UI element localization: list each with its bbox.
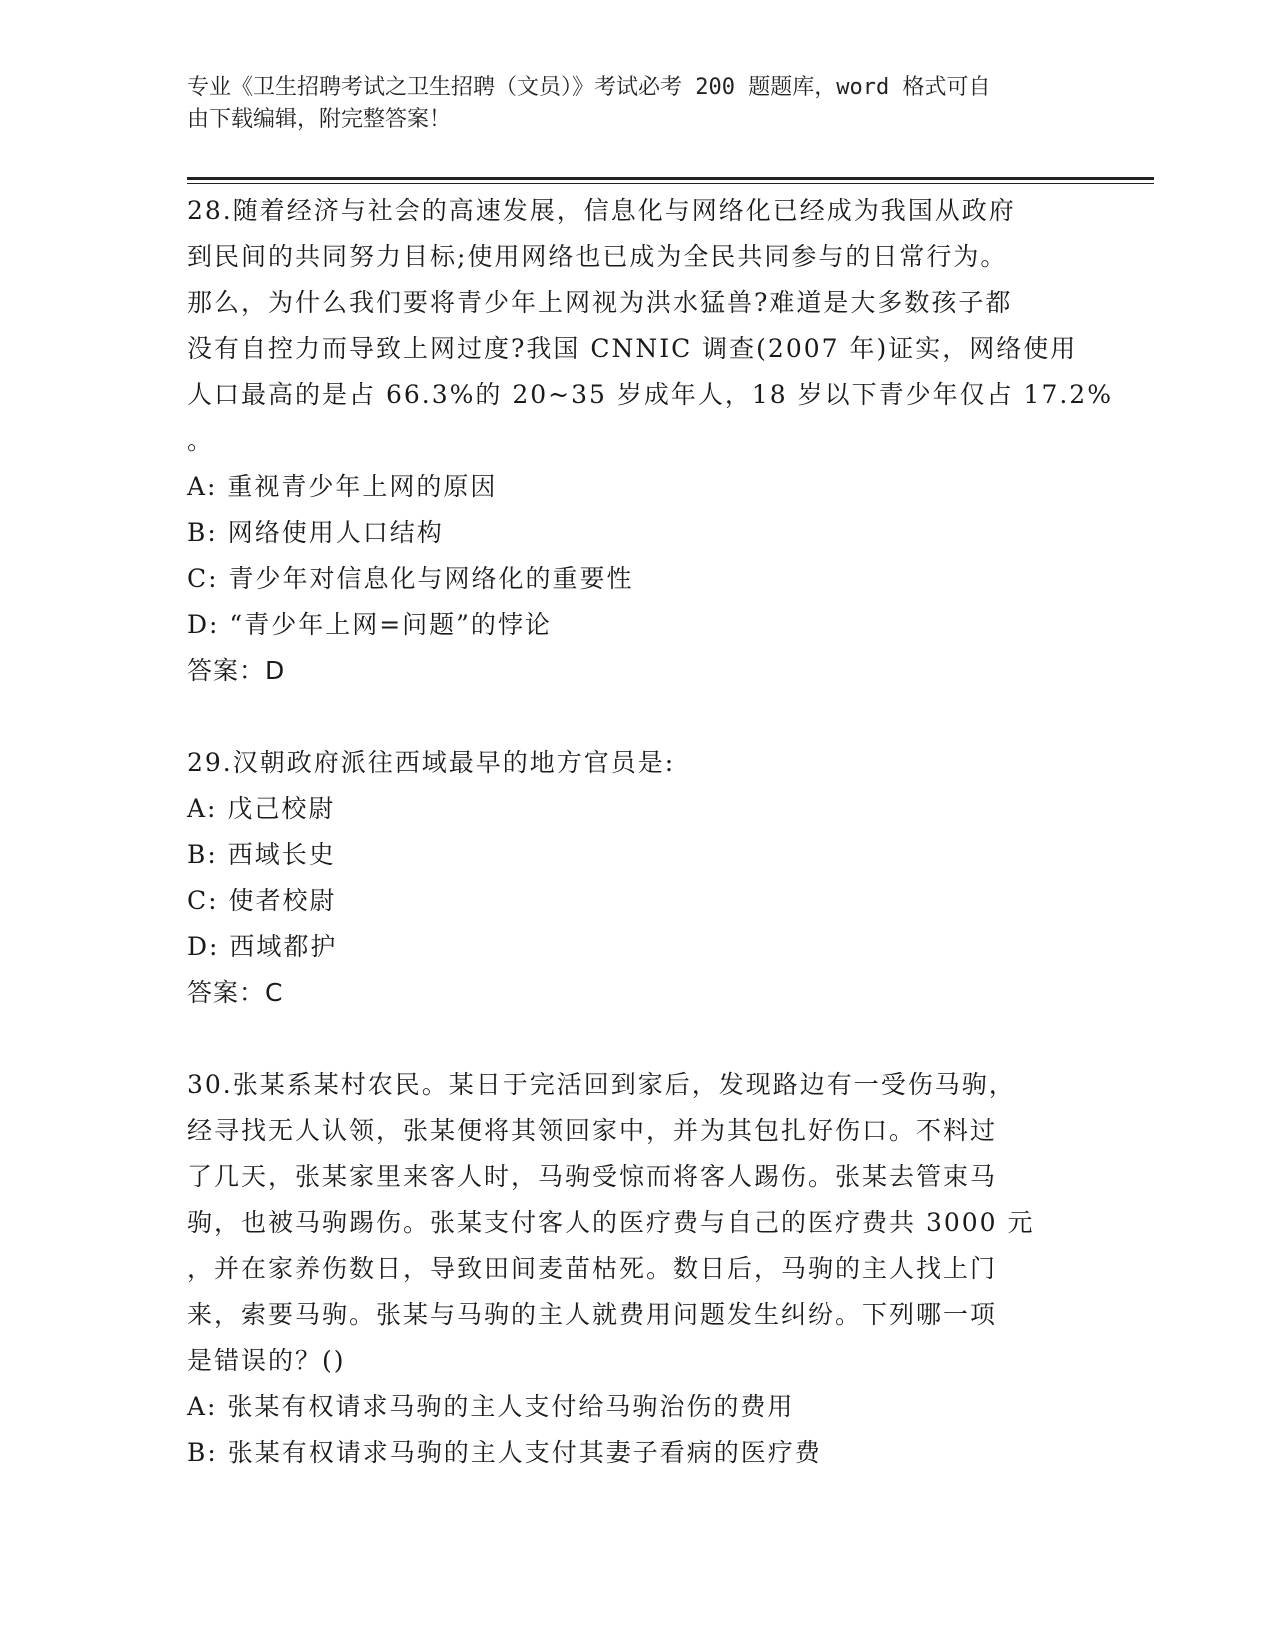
option-b: B: 张某有权请求马驹的主人支付其妻子看病的医疗费 xyxy=(187,1438,822,1467)
option-d: D: “青少年上网=问题”的悖论 xyxy=(187,610,552,639)
question-text-line: 那么，为什么我们要将青少年上网视为洪水猛兽?难道是大多数孩子都 xyxy=(187,288,1013,317)
option-c: C: 使者校尉 xyxy=(187,886,337,915)
header-title-line-2: 由下载编辑，附完整答案！ xyxy=(187,107,452,132)
option-a: A: 戊己校尉 xyxy=(187,794,336,823)
question-spacer xyxy=(187,1016,1087,1062)
question-text-line: 到民间的共同努力目标;使用网络也已成为全民共同参与的日常行为。 xyxy=(187,242,1008,271)
question-text-line: 经寻找无人认领，张某便将其领回家中，并为其包扎好伤口。不料过 xyxy=(187,1116,998,1145)
option-b: B: 网络使用人口结构 xyxy=(187,518,444,547)
question-text-line: 人口最高的是占 66.3%的 20~35 岁成年人，18 岁以下青少年仅占 17.2% xyxy=(187,380,1113,409)
answer-label: 答案：C xyxy=(187,978,284,1007)
answer-label: 答案：D xyxy=(187,656,286,685)
header-divider-thin xyxy=(187,183,1154,184)
document-header xyxy=(187,72,1067,136)
question-text-line: 来，索要马驹。张某与马驹的主人就费用问题发生纠纷。下列哪一项 xyxy=(187,1300,998,1329)
option-b: B: 西域长史 xyxy=(187,840,336,869)
question-list xyxy=(187,188,1113,1476)
option-a: A: 张某有权请求马驹的主人支付给马驹治伤的费用 xyxy=(187,1392,795,1421)
question-spacer xyxy=(187,694,1087,740)
question-text-line: 没有自控力而导致上网过度?我国 CNNIC 调查(2007 年)证实，网络使用 xyxy=(187,334,1078,363)
question-text-line: 驹，也被马驹踢伤。张某支付客人的医疗费与自己的医疗费共 3000 元 xyxy=(187,1208,1035,1237)
question-29 xyxy=(187,740,1087,1016)
option-c: C: 青少年对信息化与网络化的重要性 xyxy=(187,564,634,593)
option-a: A: 重视青少年上网的原因 xyxy=(187,472,498,501)
question-text-line: 。 xyxy=(187,426,215,455)
question-text-line: ，并在家养伤数日，导致田间麦苗枯死。数日后，马驹的主人找上门 xyxy=(187,1254,998,1283)
question-text-line: 28.随着经济与社会的高速发展，信息化与网络化已经成为我国从政府 xyxy=(187,196,1016,225)
question-text-line: 了几天，张某家里来客人时，马驹受惊而将客人踢伤。张某去管束马 xyxy=(187,1162,998,1191)
option-d: D: 西域都护 xyxy=(187,932,338,961)
question-28 xyxy=(187,188,1113,694)
question-text-line: 是错误的？() xyxy=(187,1346,346,1375)
header-title-line-1: 专业《卫生招聘考试之卫生招聘（文员）》考试必考 200 题题库，word 格式可自 xyxy=(187,75,991,100)
question-text-line: 30.张某系某村农民。某日于完活回到家后，发现路边有一受伤马驹， xyxy=(187,1070,1016,1099)
question-text-line: 29.汉朝政府派往西域最早的地方官员是: xyxy=(187,748,676,777)
question-30 xyxy=(187,1062,1087,1476)
header-divider-thick xyxy=(187,177,1154,180)
